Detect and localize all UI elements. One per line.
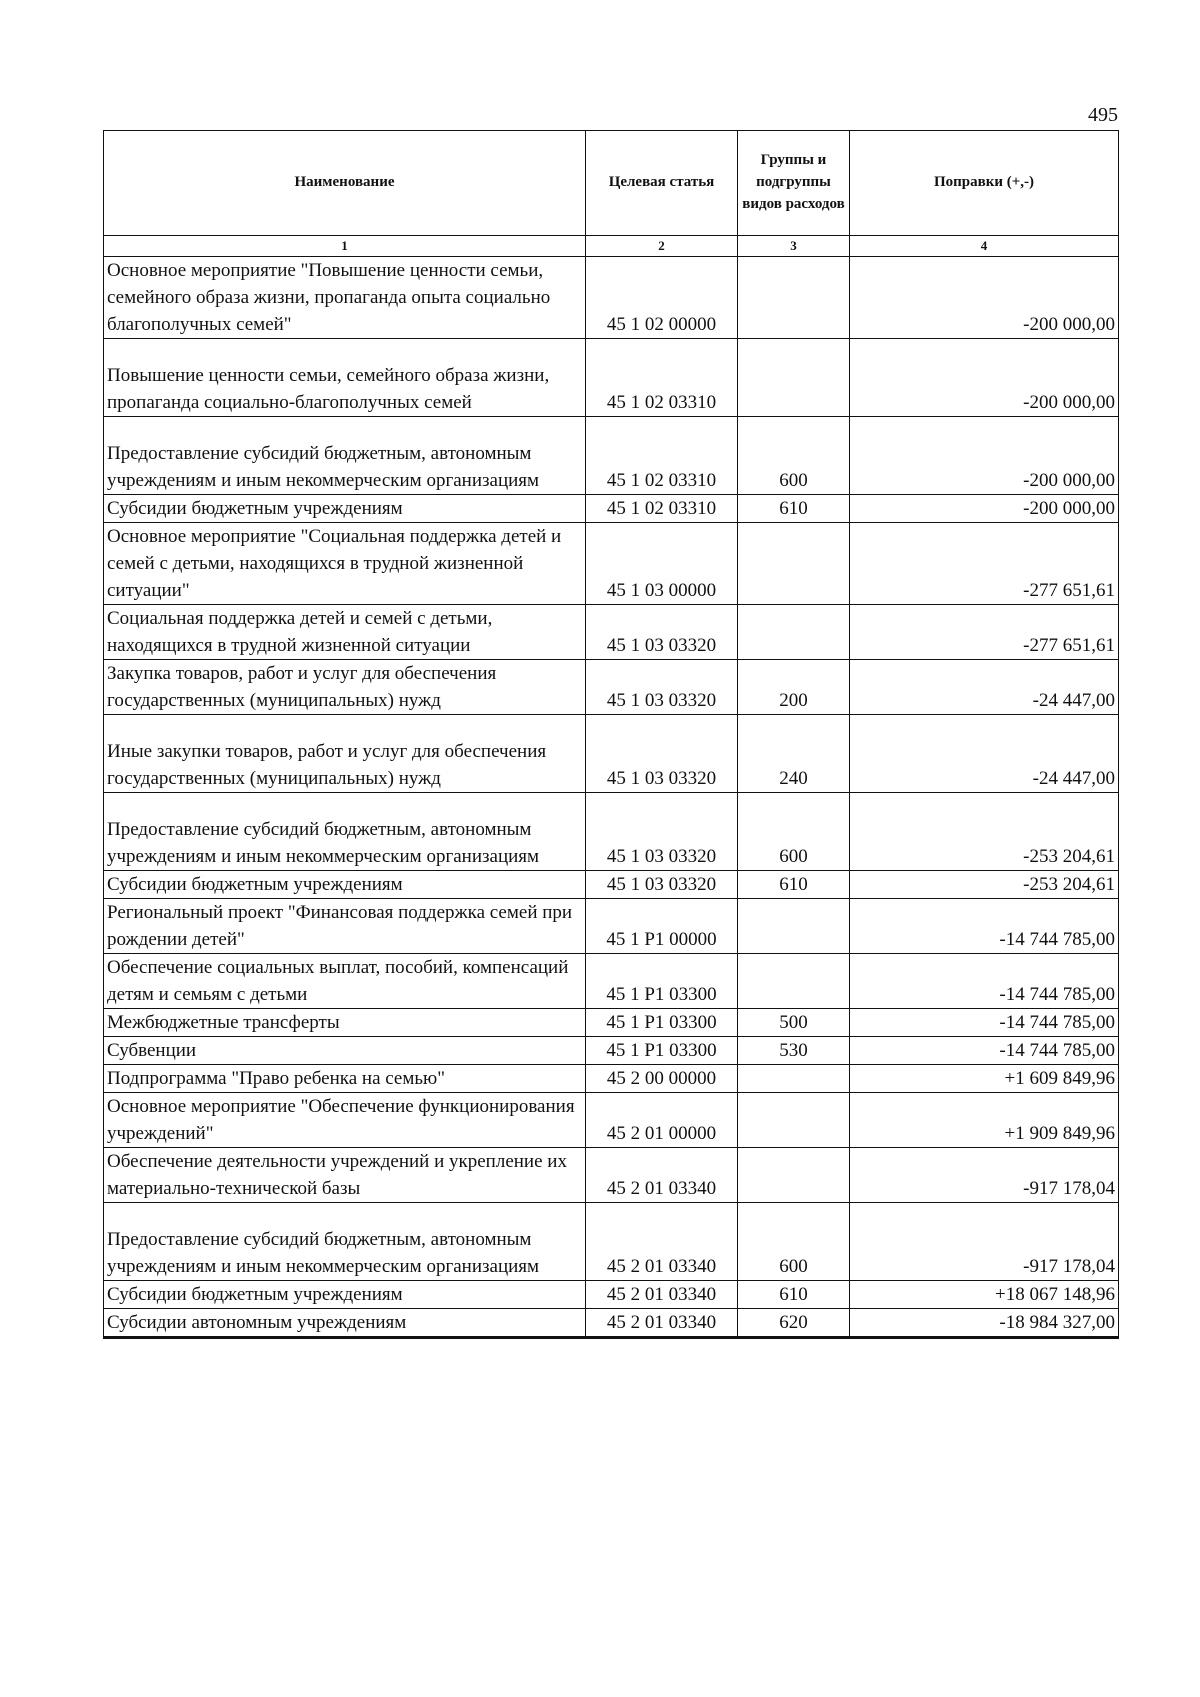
row-target-article: 45 1 P1 00000 [586, 899, 738, 954]
row-name: Субсидии бюджетным учреждениям [104, 495, 586, 523]
row-expense-group [738, 1093, 850, 1148]
row-amount: -253 204,61 [850, 793, 1119, 871]
row-expense-group [738, 954, 850, 1009]
row-amount: -200 000,00 [850, 257, 1119, 339]
row-name: Иные закупки товаров, работ и услуг для обеспечения государственных (муниципальных) нужд [104, 715, 586, 793]
row-name: Субсидии бюджетным учреждениям [104, 1281, 586, 1309]
row-name: Предоставление субсидий бюджетным, автономным учреждениям и иным некоммерческим организациям [104, 793, 586, 871]
row-target-article: 45 1 03 03320 [586, 793, 738, 871]
column-number: 4 [850, 236, 1119, 257]
row-amount: -18 984 327,00 [850, 1309, 1119, 1338]
table-row [104, 1281, 1119, 1309]
table-row [104, 871, 1119, 899]
row-amount: -14 744 785,00 [850, 899, 1119, 954]
row-amount: -24 447,00 [850, 715, 1119, 793]
row-amount: -277 651,61 [850, 605, 1119, 660]
row-amount: +18 067 148,96 [850, 1281, 1119, 1309]
row-amount: -253 204,61 [850, 871, 1119, 899]
table-header-row [104, 131, 1119, 236]
row-target-article: 45 1 03 03320 [586, 715, 738, 793]
header-expense-groups: Группы и подгруппы видов расходов [738, 131, 850, 236]
row-expense-group: 500 [738, 1009, 850, 1037]
row-expense-group: 600 [738, 1203, 850, 1281]
row-target-article: 45 1 02 03310 [586, 495, 738, 523]
row-name: Социальная поддержка детей и семей с детьми, находящихся в трудной жизненной ситуации [104, 605, 586, 660]
row-amount: -200 000,00 [850, 417, 1119, 495]
row-target-article: 45 1 P1 03300 [586, 954, 738, 1009]
header-target-article: Целевая статья [586, 131, 738, 236]
table-row [104, 1065, 1119, 1093]
row-name: Основное мероприятие "Социальная поддержка детей и семей с детьми, находящихся в трудной жизненной ситуации" [104, 523, 586, 605]
row-amount: -200 000,00 [850, 339, 1119, 417]
header-amendments: Поправки (+,-) [850, 131, 1119, 236]
table-row [104, 257, 1119, 339]
row-expense-group: 610 [738, 495, 850, 523]
table-row [104, 1203, 1119, 1281]
column-number: 3 [738, 236, 850, 257]
row-amount: +1 609 849,96 [850, 1065, 1119, 1093]
row-amount: +1 909 849,96 [850, 1093, 1119, 1148]
table-row [104, 495, 1119, 523]
row-amount: -14 744 785,00 [850, 1009, 1119, 1037]
row-expense-group [738, 523, 850, 605]
row-amount: -14 744 785,00 [850, 954, 1119, 1009]
row-name: Основное мероприятие "Повышение ценности семьи, семейного образа жизни, пропаганда опыта социально благополучных семей" [104, 257, 586, 339]
row-amount: -277 651,61 [850, 523, 1119, 605]
row-name: Повышение ценности семьи, семейного образа жизни, пропаганда социально-благополучных семей [104, 339, 586, 417]
table-row [104, 660, 1119, 715]
table-row [104, 715, 1119, 793]
row-name: Основное мероприятие "Обеспечение функционирования учреждений" [104, 1093, 586, 1148]
table-row [104, 417, 1119, 495]
row-name: Обеспечение деятельности учреждений и укрепление их материально-технической базы [104, 1148, 586, 1203]
row-target-article: 45 1 02 00000 [586, 257, 738, 339]
row-amount: -917 178,04 [850, 1148, 1119, 1203]
row-target-article: 45 1 03 03320 [586, 605, 738, 660]
row-target-article: 45 2 01 03340 [586, 1148, 738, 1203]
row-expense-group [738, 1065, 850, 1093]
row-target-article: 45 1 03 03320 [586, 871, 738, 899]
row-name: Субсидии бюджетным учреждениям [104, 871, 586, 899]
row-expense-group [738, 339, 850, 417]
table-row [104, 1093, 1119, 1148]
table-row [104, 1009, 1119, 1037]
row-amount: -14 744 785,00 [850, 1037, 1119, 1065]
table-row [104, 1309, 1119, 1338]
table-row [104, 1148, 1119, 1203]
column-number: 2 [586, 236, 738, 257]
row-expense-group: 600 [738, 417, 850, 495]
column-number-row [104, 236, 1119, 257]
table-row [104, 605, 1119, 660]
row-name: Субвенции [104, 1037, 586, 1065]
row-expense-group [738, 605, 850, 660]
header-name: Наименование [104, 131, 586, 236]
row-target-article: 45 1 02 03310 [586, 417, 738, 495]
row-name: Межбюджетные трансферты [104, 1009, 586, 1037]
row-name: Региональный проект "Финансовая поддержка семей при рождении детей" [104, 899, 586, 954]
row-target-article: 45 2 01 03340 [586, 1203, 738, 1281]
row-name: Субсидии автономным учреждениям [104, 1309, 586, 1338]
row-amount: -24 447,00 [850, 660, 1119, 715]
row-name: Предоставление субсидий бюджетным, автономным учреждениям и иным некоммерческим организациям [104, 417, 586, 495]
row-target-article: 45 1 03 03320 [586, 660, 738, 715]
row-target-article: 45 1 02 03310 [586, 339, 738, 417]
row-target-article: 45 1 P1 03300 [586, 1009, 738, 1037]
row-name: Предоставление субсидий бюджетным, автономным учреждениям и иным некоммерческим организациям [104, 1203, 586, 1281]
table-row [104, 793, 1119, 871]
table-body [104, 257, 1119, 1338]
table-row [104, 1037, 1119, 1065]
row-expense-group [738, 257, 850, 339]
row-expense-group: 610 [738, 871, 850, 899]
row-expense-group: 620 [738, 1309, 850, 1338]
table-row [104, 954, 1119, 1009]
row-expense-group: 200 [738, 660, 850, 715]
row-name: Обеспечение социальных выплат, пособий, компенсаций детям и семьям с детьми [104, 954, 586, 1009]
budget-amendments-table [103, 130, 1119, 1339]
table-row [104, 899, 1119, 954]
table-row [104, 523, 1119, 605]
column-number: 1 [104, 236, 586, 257]
row-amount: -917 178,04 [850, 1203, 1119, 1281]
page-number: 495 [1088, 104, 1118, 126]
row-target-article: 45 2 01 00000 [586, 1093, 738, 1148]
row-expense-group: 600 [738, 793, 850, 871]
row-expense-group [738, 1148, 850, 1203]
row-expense-group [738, 899, 850, 954]
row-name: Закупка товаров, работ и услуг для обеспечения государственных (муниципальных) нужд [104, 660, 586, 715]
row-expense-group: 530 [738, 1037, 850, 1065]
row-target-article: 45 1 P1 03300 [586, 1037, 738, 1065]
row-target-article: 45 2 00 00000 [586, 1065, 738, 1093]
row-expense-group: 240 [738, 715, 850, 793]
row-target-article: 45 1 03 00000 [586, 523, 738, 605]
row-target-article: 45 2 01 03340 [586, 1309, 738, 1338]
row-target-article: 45 2 01 03340 [586, 1281, 738, 1309]
table-row [104, 339, 1119, 417]
row-amount: -200 000,00 [850, 495, 1119, 523]
row-name: Подпрограмма "Право ребенка на семью" [104, 1065, 586, 1093]
row-expense-group: 610 [738, 1281, 850, 1309]
